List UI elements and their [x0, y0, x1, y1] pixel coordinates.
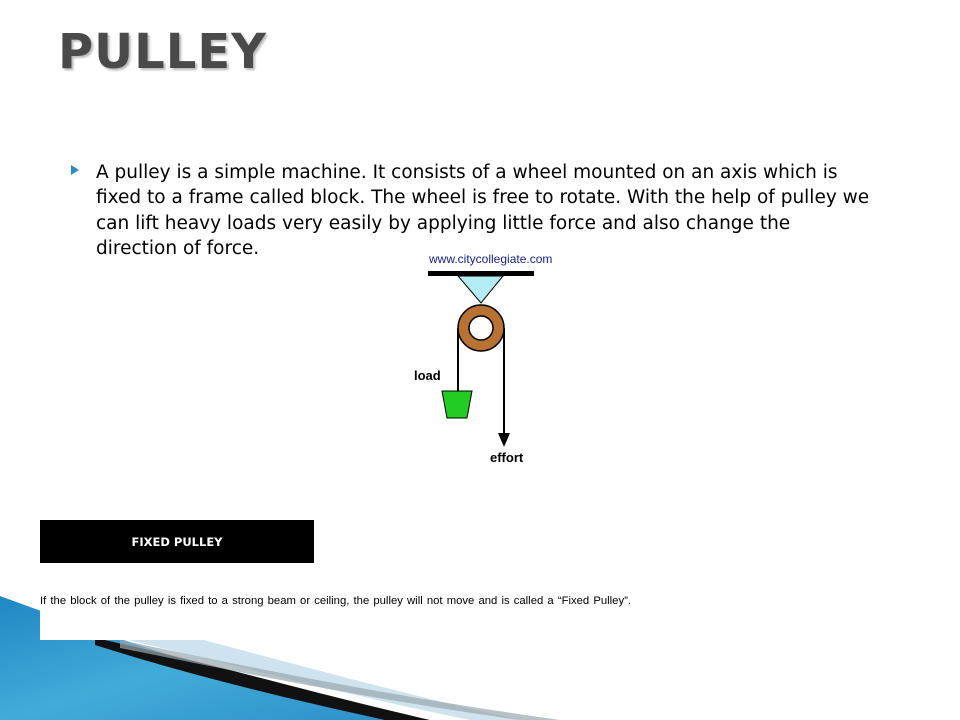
pulley-illustration — [400, 245, 560, 475]
fixed-pulley-heading: FIXED PULLEY — [40, 520, 314, 563]
slide-title: PULLEY — [58, 24, 267, 80]
effort-label: effort — [490, 450, 524, 465]
pulley-axle — [469, 316, 493, 340]
load-label: load — [414, 368, 441, 383]
effort-arrow-icon — [498, 433, 510, 447]
fixed-pulley-diagram — [400, 245, 560, 475]
pulley-support — [458, 276, 503, 303]
fixed-pulley-definition: If the block of the pulley is fixed to a strong beam or ceiling, the pulley will not move and is called a “Fixed Pulley”. — [40, 595, 632, 607]
triangle-bullet-icon — [70, 164, 80, 176]
bullet-text: A pulley is a simple machine. It consists of a wheel mounted on an axis which is fixed to a frame called block. The wheel is free to rotate. With the help of pulley we can lift heavy loads very easily by applying little force and also change the direction of force. — [96, 162, 870, 259]
ceiling-beam — [428, 271, 534, 276]
diagram-source-url: www.citycollegiate.com — [429, 252, 553, 266]
load-weight — [442, 391, 472, 418]
